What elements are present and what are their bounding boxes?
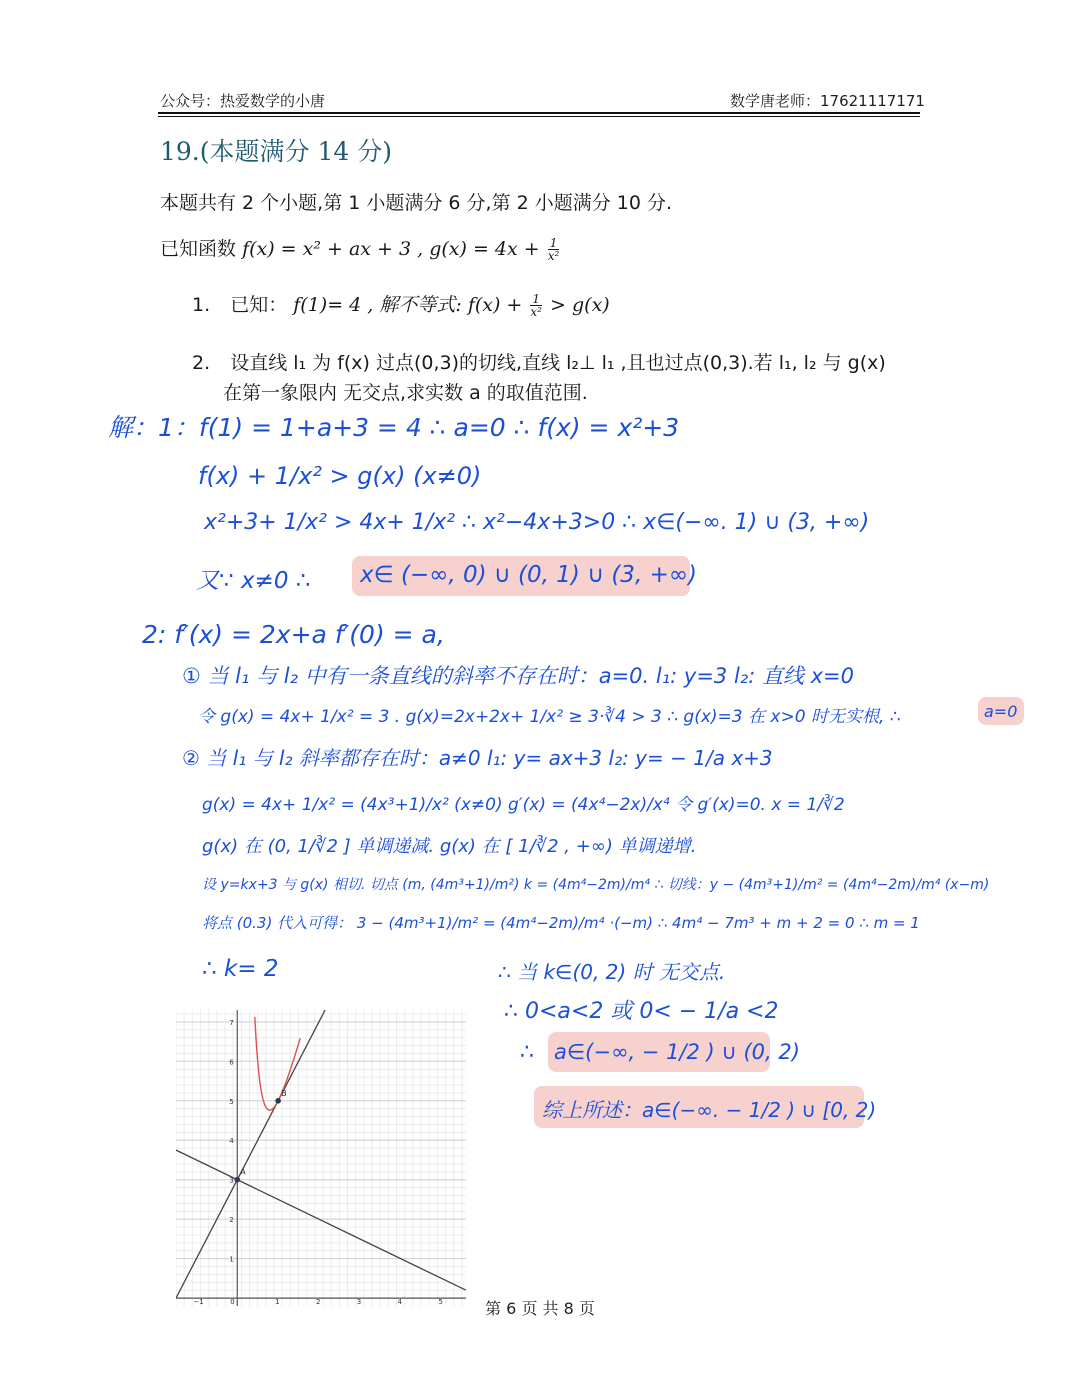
given-g: g(x) = 4x + — [429, 238, 540, 260]
solution-line-10: g(x) 在 (0, 1/∛2 ] 单调递减. g(x) 在 [ 1/∛2 , +∞) 单调递增. — [202, 836, 697, 857]
y-tick-label: 7 — [229, 1018, 234, 1027]
solution-line-7: 令 g(x) = 4x+ 1/x² = 3 . g(x)=2x+2x+ 1/x² ≥ 3·∛4 > 3 ∴ g(x)=3 在 x>0 时无实根, ∴ — [198, 707, 901, 727]
q1-math-b: f(x) + — [467, 294, 523, 316]
header-left: 公众号：热爱数学的小唐 — [160, 92, 326, 110]
solution-line-11: 设 y=kx+3 与 g(x) 相切. 切点 (m, (4m³+1)/m²) k = (4m⁴−2m)/m⁴ ∴ 切线：y − (4m³+1)/m² = (4m⁴−2m)/m⁴ (x−m) — [202, 877, 990, 893]
problem-intro: 本题共有 2 个小题,第 1 小题满分 6 分,第 2 小题满分 10 分. — [160, 192, 673, 214]
solution-line-5: 2: f′(x) = 2x+a f′(0) = a, — [142, 620, 445, 649]
header-rule — [158, 112, 920, 114]
q1-math-c: > g(x) — [550, 294, 610, 316]
q1-number: 1. — [192, 294, 211, 316]
solution-line-3: x²+3+ 1/x² > 4x+ 1/x² ∴ x²−4x+3>0 ∴ x∈(−∞. 1) ∪ (3, +∞) — [204, 510, 870, 535]
solution-line-1: 解：1：f(1) = 1+a+3 = 4 ∴ a=0 ∴ f(x) = x²+3 — [108, 413, 680, 442]
graph-axes — [176, 1010, 466, 1306]
solution-line-13a: ∴ k= 2 — [202, 956, 279, 982]
solution-line-8: ② 当 l₁ 与 l₂ 斜率都存在时：a≠0 l₁: y= ax+3 l₂: y= − 1/a x+3 — [182, 746, 773, 770]
y-tick-label: 1 — [229, 1255, 234, 1264]
curve-g — [255, 1017, 300, 1110]
y-tick-label: 3 — [229, 1176, 234, 1185]
page-footer: 第 6 页 共 8 页 — [485, 1299, 595, 1318]
question-1 — [192, 290, 610, 318]
solution-line-15a: ∴ — [520, 1040, 534, 1065]
q2-line2: 在第一象限内 无交点,求实数 a 的取值范围. — [223, 382, 588, 404]
graph-grid — [176, 1010, 466, 1306]
problem-title: 19.(本题满分 14 分) — [160, 137, 392, 166]
point-a-label: A — [240, 1167, 246, 1177]
q2-line1: 设直线 l₁ 为 f(x) 过点(0,3)的切线,直线 l₂⊥ l₁ ,且也过点(0,3).若 l₁, l₂ 与 g(x) — [230, 352, 886, 374]
point-b — [275, 1098, 281, 1104]
q2-number: 2. — [192, 352, 211, 374]
x-tick-label: 0 — [230, 1298, 235, 1306]
x-tick-label: 1 — [275, 1298, 280, 1306]
y-tick-label: 2 — [229, 1216, 234, 1225]
x-tick-label: 3 — [356, 1298, 362, 1306]
x-tick-label: −1 — [193, 1298, 204, 1306]
solution-line-9: g(x) = 4x+ 1/x² = (4x³+1)/x² (x≠0) g′(x) = (4x⁴−2x)/x⁴ 令 g′(x)=0. x = 1/∛2 — [202, 795, 845, 815]
point-b-label: B — [281, 1088, 287, 1098]
header-right: 数学唐老师：17621117171 — [730, 92, 925, 110]
y-tick-label: 5 — [229, 1097, 234, 1106]
solution-line-13b: ∴ 当 k∈(0, 2) 时 无交点. — [498, 960, 726, 984]
perpendicular-line — [176, 1150, 466, 1290]
solution-line-12: 将点 (0.3) 代入可得： 3 − (4m³+1)/m² = (4m⁴−2m)/m⁴ ·(−m) ∴ 4m⁴ − 7m³ + m + 2 = 0 ∴ m = 1 — [202, 914, 920, 932]
q1-math-a: f(1)= 4 , 解不等式: — [293, 294, 462, 316]
given-f: f(x) = x² + ax + 3 , — [242, 238, 424, 260]
q1-fraction: $\frac{1}{\text{x²}}$ — [530, 292, 542, 319]
solution-line-7b: a=0 — [984, 702, 1018, 721]
x-tick-label: 2 — [315, 1298, 321, 1306]
x-tick-label: 4 — [397, 1298, 403, 1306]
solution-line-14: ∴ 0<a<2 或 0< − 1/a <2 — [504, 999, 779, 1024]
point-a — [234, 1177, 240, 1183]
question-2 — [192, 348, 886, 375]
graph-ticks — [193, 1019, 443, 1306]
solution-line-2: f(x) + 1/x² > g(x) (x≠0) — [198, 462, 482, 490]
y-tick-label: 6 — [229, 1058, 234, 1067]
x-tick-label: 5 — [438, 1298, 443, 1306]
solution-line-15b: a∈(−∞, − 1/2 ) ∪ (0, 2) — [554, 1040, 800, 1064]
function-graph — [176, 1010, 466, 1306]
given-prefix: 已知函数 — [160, 238, 237, 260]
solution-line-6: ① 当 l₁ 与 l₂ 中有一条直线的斜率不存在时：a=0. l₁: y=3 l₂: 直线 x=0 — [182, 664, 855, 688]
given-line — [160, 234, 561, 262]
solution-line-16: 综上所述：a∈(−∞. − 1/2 ) ∪ [0, 2) — [542, 1098, 877, 1122]
header-rule-thin — [158, 116, 920, 117]
given-fraction: $\frac{1}{\text{x²}}$ — [547, 236, 560, 263]
y-tick-label: 4 — [229, 1137, 234, 1146]
solution-line-4b: x∈ (−∞, 0) ∪ (0, 1) ∪ (3, +∞) — [360, 562, 697, 588]
solution-line-4a: 又∵ x≠0 ∴ — [196, 568, 311, 594]
q1-text: 已知： — [230, 294, 288, 316]
